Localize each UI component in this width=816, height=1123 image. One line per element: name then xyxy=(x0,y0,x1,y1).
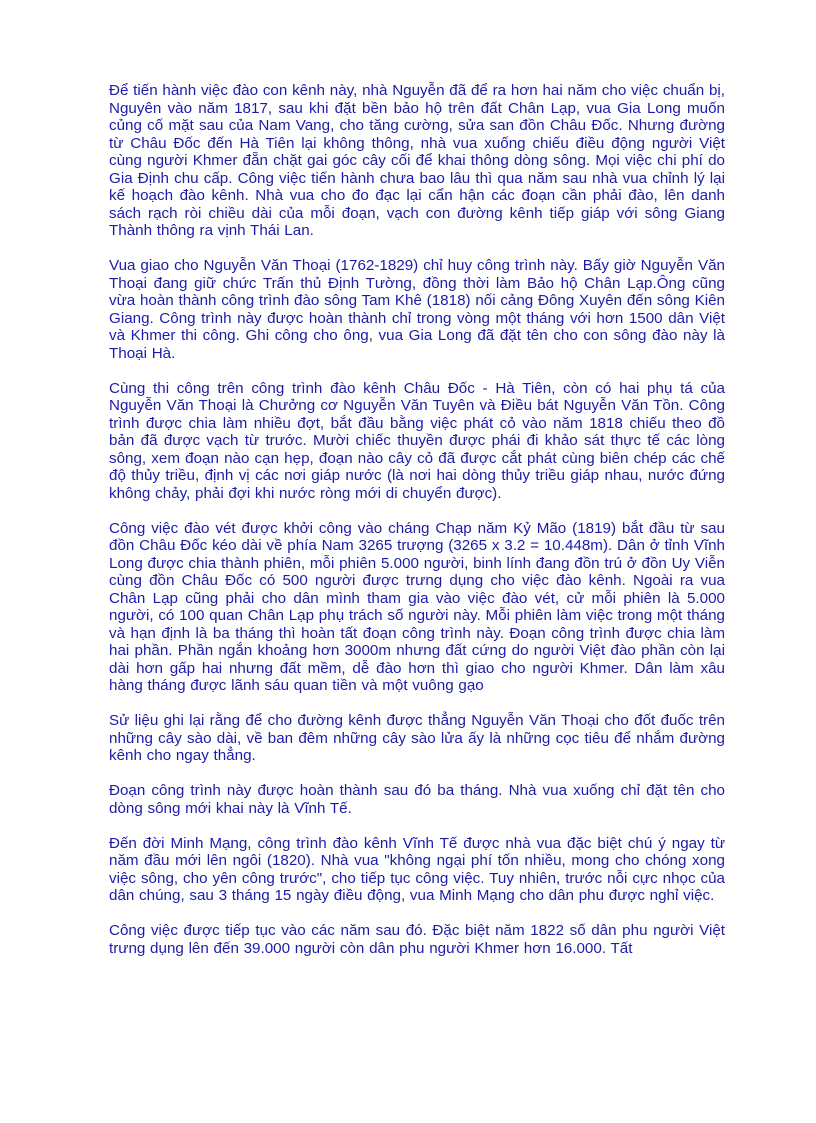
paragraph-8: Công việc được tiếp tục vào các năm sau đó. Đặc biệt năm 1822 số dân phu người Việt trưng dụng lên đến 39.000 người còn dân phu người Khmer hơn 16.000. Tất xyxy=(109,922,725,957)
paragraph-2: Vua giao cho Nguyễn Văn Thoại (1762-1829) chỉ huy công trình này. Bấy giờ Nguyễn Văn Thoại đang giữ chức Trấn thủ Định Tường, đồng thời làm Bảo hộ Chân Lạp.Ông cũng vừa hoàn thành công trình đào sông Tam Khê (1818) nối cảng Đông Xuyên đến sông Kiên Giang. Công trình này được hoàn thành chỉ trong vòng một tháng với hơn 1500 dân Việt và Khmer thi công. Ghi công cho ông, vua Gia Long đã đặt tên cho con sông đào này là Thoại Hà. xyxy=(109,257,725,362)
paragraph-1: Để tiến hành việc đào con kênh này, nhà Nguyễn đã để ra hơn hai năm cho việc chuẩn bị, Nguyên vào năm 1817, sau khi đặt bền bảo hộ trên đất Chân Lạp, vua Gia Long muốn củng cố mặt sau của Nam Vang, cho tăng cường, sửa san đồn Châu Đốc. Nhưng đường từ Châu Đốc đến Hà Tiên lại không thông, nhà vua xuống chiếu điều động người Việt cùng người Khmer đẵn chặt gai góc cây cối để khai thông dòng sông. Mọi việc chi phí do Gia Định chu cấp. Công việc tiến hành chưa bao lâu thì qua năm sau nhà vua chỉnh lý lại kế hoạch đào kênh. Nhà vua cho đo đạc lại cẩn hận các đoạn cần phải đào, lên danh sách rạch ròi chiều dài của mỗi đoạn, vạch con đường kênh tiếp giáp với sông Giang Thành thông ra vịnh Thái Lan. xyxy=(109,82,725,239)
paragraph-7: Đến đời Minh Mạng, công trình đào kênh Vĩnh Tế được nhà vua đặc biệt chú ý ngay từ năm đầu mới lên ngôi (1820). Nhà vua "không ngại phí tốn nhiều, mong cho chóng xong việc sông, cho yên công trước", cho tiếp tục công việc. Tuy nhiên, trước nỗi cực nhọc của dân chúng, sau 3 tháng 15 ngày điều động, vua Minh Mạng cho dân phu được nghỉ việc. xyxy=(109,834,725,904)
paragraph-5: Sử liệu ghi lại rằng để cho đường kênh được thẳng Nguyễn Văn Thoại cho đốt đuốc trên những cây sào dài, về ban đêm những cây sào lửa ấy là những cọc tiêu để nhắm đường kênh cho ngay thẳng. xyxy=(109,712,725,764)
paragraph-3: Cùng thi công trên công trình đào kênh Châu Đốc - Hà Tiên, còn có hai phụ tá của Nguyễn Văn Thoại là Chưởng cơ Nguyễn Văn Tuyên và Điều bát Nguyễn Văn Tồn. Công trình được chia làm nhiều đợt, bắt đầu bằng việc phát cỏ vào năm 1818 chiếu theo đồ bản đã được vạch từ trước. Mười chiếc thuyền được phái đi khảo sát thực tế các lòng sông, xem đoạn nào cạn hẹp, đoạn nào cây cỏ đã được cắt phát cùng biên chép các chế độ thủy triều, định vị các nơi giáp nước (là nơi hai dòng thủy triều giáp nhau, nước đứng không chảy, phải đợi khi nước ròng mới di chuyển được). xyxy=(109,379,725,502)
document-page xyxy=(109,82,725,957)
paragraph-4: Công việc đào vét được khởi công vào cháng Chạp năm Kỷ Mão (1819) bắt đầu từ sau đồn Châu Đốc kéo dài về phía Nam 3265 trượng (3265 x 3.2 = 10.448m). Dân ở tỉnh Vĩnh Long được chia thành phiên, mỗi phiên 5.000 người, binh lính đang đồn trú ở đồn Uy Viễn cùng đồn Châu Đốc có 500 người được trưng dụng cho việc đào kênh. Ngoài ra vua Chân Lạp cũng phải cho dân mình tham gia vào việc đào vét, cử mỗi phiên là 5.000 người, có 100 quan Chân Lạp phụ trách số người này. Mỗi phiên làm việc trong một tháng và hạn định là ba tháng thì hoàn tất đoạn công trình này. Đoạn công trình được chia làm hai phần. Phần ngắn khoảng hơn 3000m nhưng đất cứng do người Việt đào phần còn lại dài hơn gấp hai nhưng đất mềm, dễ đào hơn thì giao cho người Khmer. Dân làm xâu hàng tháng được lãnh sáu quan tiền và một vuông gạo xyxy=(109,519,725,694)
paragraph-6: Đoạn công trình này được hoàn thành sau đó ba tháng. Nhà vua xuống chỉ đặt tên cho dòng sông mới khai này là Vĩnh Tế. xyxy=(109,782,725,817)
